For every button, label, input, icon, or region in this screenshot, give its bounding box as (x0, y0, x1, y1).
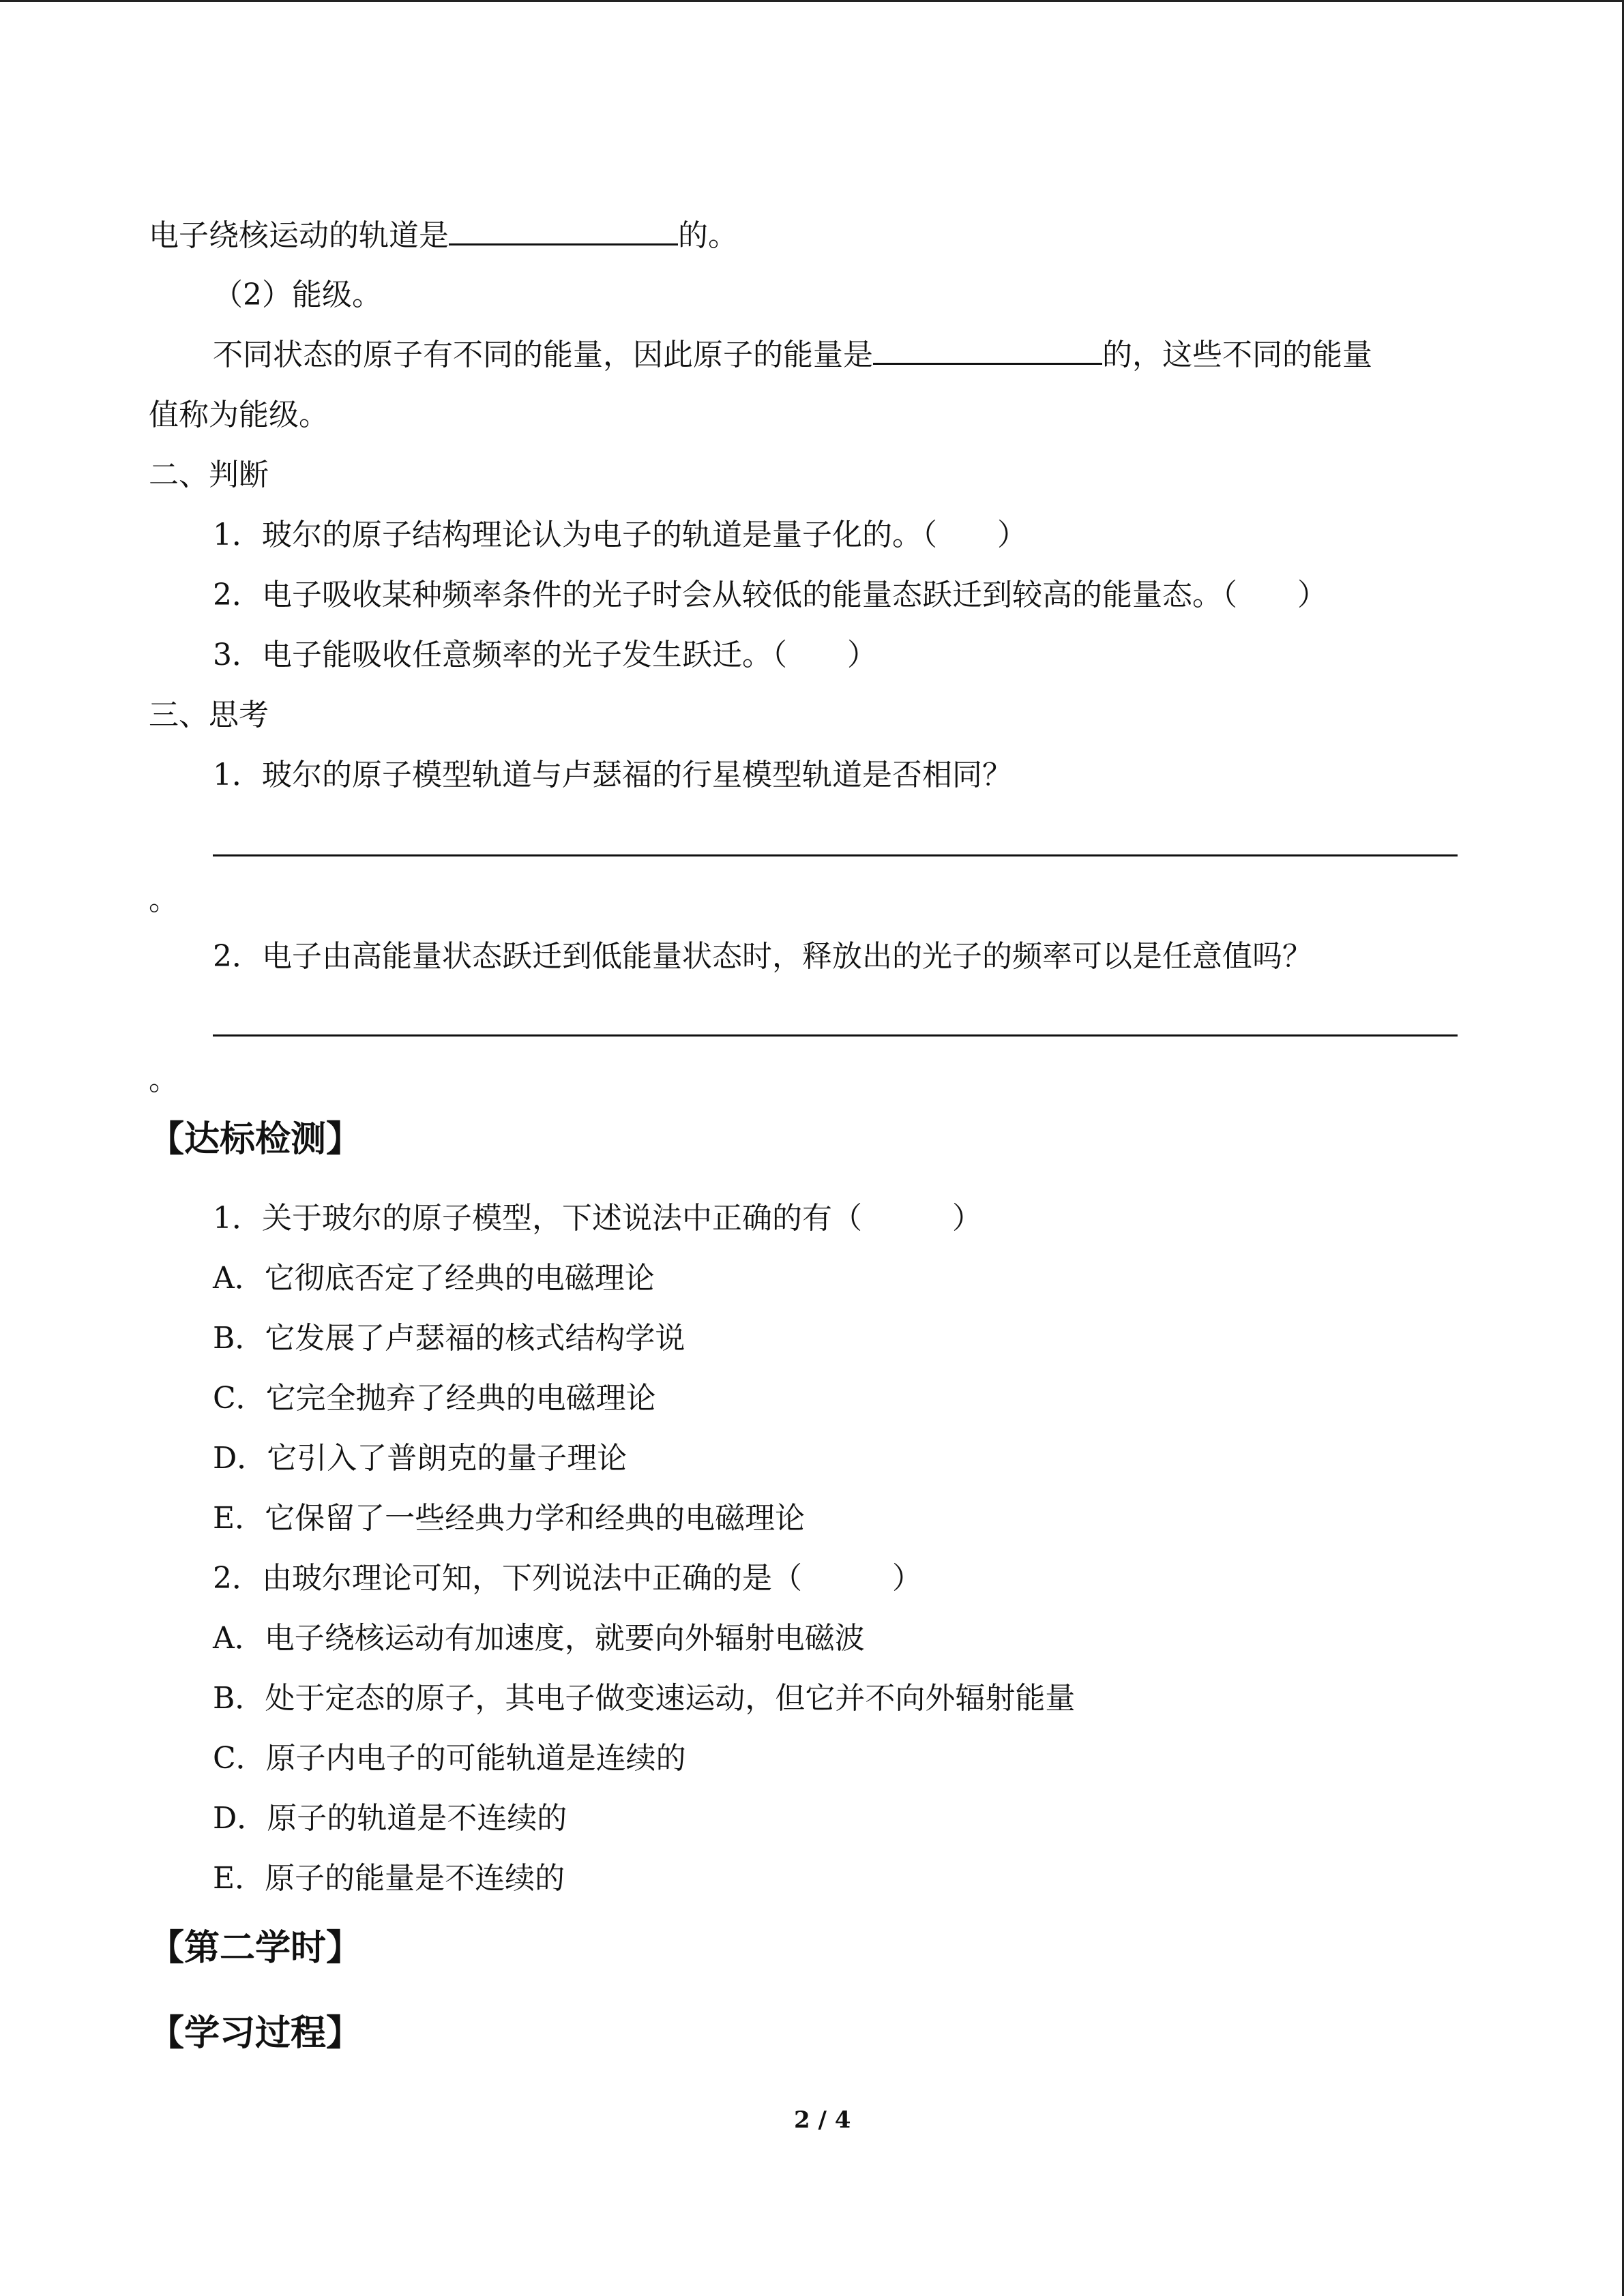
assessment-option: A．它彻底否定了经典的电磁理论 (213, 1261, 655, 1296)
assessment-option: C．原子内电子的可能轨道是连续的 (213, 1741, 686, 1776)
assessment-option: E．它保留了一些经典力学和经典的电磁理论 (213, 1501, 806, 1536)
energy-level-heading: （2）能级。 (213, 278, 382, 312)
assessment-question-1: 1．关于玻尔的原子模型，下述说法中正确的有（ ） (213, 1201, 982, 1236)
orbit-sentence-text: 电子绕核运动的轨道是 (149, 218, 449, 253)
energy-sentence-end: 的，这些不同的能量 (1102, 338, 1372, 372)
judgment-item: 1．玻尔的原子结构理论认为电子的轨道是量子化的。（ ） (213, 518, 1027, 552)
energy-sentence-continued: 值称为能级。 (149, 398, 329, 432)
thinking-answer-line-2[interactable] (213, 1034, 1458, 1037)
assessment-option: C．它完全抛弃了经典的电磁理论 (213, 1381, 656, 1416)
energy-answer-blank[interactable] (873, 336, 1102, 365)
assessment-option: D．它引入了普朗克的量子理论 (213, 1441, 628, 1476)
assessment-option: A．电子绕核运动有加速度，就要向外辐射电磁波 (213, 1621, 865, 1656)
orbit-answer-blank[interactable] (449, 216, 678, 245)
judgment-title: 二、判断 (149, 458, 269, 492)
learning-process-heading: 【学习过程】 (149, 2012, 362, 2054)
thinking-title: 三、思考 (149, 698, 269, 732)
page-top-border (0, 0, 1624, 2)
assessment-heading: 【达标检测】 (149, 1118, 362, 1160)
thinking-question-1: 1．玻尔的原子模型轨道与卢瑟福的行星模型轨道是否相同？ (213, 758, 1012, 792)
second-period-heading: 【第二学时】 (149, 1927, 362, 1969)
page-number: 2 / 4 (794, 2106, 851, 2134)
thinking-answer-2-end: 。 (149, 1062, 179, 1097)
assessment-question-2: 2．由玻尔理论可知，下列说法中正确的是（ ） (213, 1561, 922, 1596)
thinking-question-2: 2．电子由高能量状态跃迁到低能量状态时，释放出的光子的频率可以是任意值吗？ (213, 939, 1312, 974)
thinking-answer-line-1[interactable] (213, 854, 1458, 856)
assessment-option: B．它发展了卢瑟福的核式结构学说 (213, 1321, 685, 1356)
assessment-option: E．原子的能量是不连续的 (213, 1861, 565, 1896)
energy-sentence (213, 335, 1372, 376)
judgment-item: 2．电子吸收某种频率条件的光子时会从较低的能量态跃迁到较高的能量态。（ ） (213, 578, 1327, 612)
orbit-sentence-end: 的。 (678, 218, 738, 253)
assessment-option: B．处于定态的原子，其电子做变速运动，但它并不向外辐射能量 (213, 1681, 1076, 1716)
thinking-answer-1-end: 。 (149, 882, 179, 917)
judgment-item: 3．电子能吸收任意频率的光子发生跃迁。（ ） (213, 638, 877, 672)
orbit-sentence (149, 215, 738, 256)
energy-sentence-text: 不同状态的原子有不同的能量，因此原子的能量是 (213, 338, 873, 372)
assessment-option: D．原子的轨道是不连续的 (213, 1801, 567, 1836)
